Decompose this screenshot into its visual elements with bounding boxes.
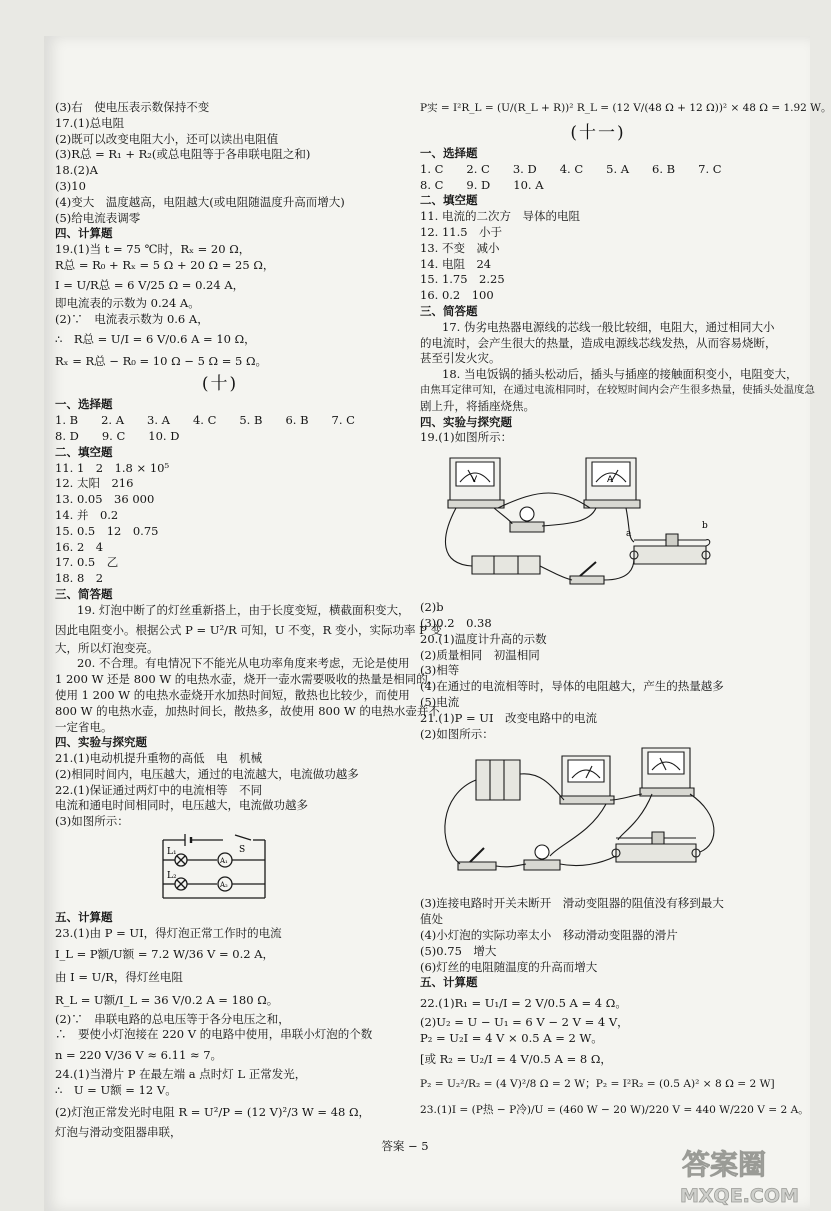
section-heading-calc-2: 五、计算题 xyxy=(55,910,113,925)
calc-line: 由 I = U/R，得灯丝电阻 xyxy=(55,969,183,984)
section-heading-calc: 五、计算题 xyxy=(420,975,478,990)
series-circuit-diagram xyxy=(55,832,385,908)
line: 即电流表的示数为 0.24 A。 xyxy=(55,295,200,310)
fill-answer: 12. 太阳 216 xyxy=(55,476,134,491)
physical-circuit-diagram-1 xyxy=(420,448,776,598)
short-answer-19: 19. 灯泡中断了的灯丝重新搭上，由于长度变短，横截面积变大， xyxy=(77,602,410,617)
short-answer-18: 18. 当电饭锅的插头松动后，插头与插座的接触面积变小，电阻变大， xyxy=(442,367,798,382)
exp-answer: (3)相等 xyxy=(420,663,460,678)
choice-answers: 1. B 2. A 3. A 4. C 5. B 6. B 7. C xyxy=(55,413,355,428)
label-s: S xyxy=(239,845,246,856)
line: (2)∵ 电流表示数为 0.6 A， xyxy=(55,311,209,326)
line: Rₓ = R总 − R₀ = 10 Ω − 5 Ω = 5 Ω。 xyxy=(55,354,268,369)
calc-line: [或 R₂ = U₂/I = 4 V/0.5 A = 8 Ω， xyxy=(420,1051,612,1066)
fill-answer: 13. 0.05 36 000 xyxy=(55,492,155,507)
calc-line: (2)灯泡正常发光时电阻 R = U²/P = (12 V)²/3 W = 48 Ω， xyxy=(55,1104,371,1119)
fill-answer: 16. 2 4 xyxy=(55,539,104,554)
section-heading-experiment: 四、实验与探究题 xyxy=(55,735,147,750)
line: 17.(1)总电阻 xyxy=(55,115,125,130)
watermark-line-2: MXQE.COM xyxy=(680,1185,799,1207)
line: I = U/R总 = 6 V/25 Ω = 0.24 A， xyxy=(55,277,245,292)
section-heading-calc: 四、计算题 xyxy=(55,226,113,241)
calc-line: 24.(1)当滑片 P 在最左端 a 点时灯 L 正常发光， xyxy=(55,1067,307,1082)
fill-answer: 16. 0.2 100 xyxy=(420,288,494,303)
short-answer-20: 使用 1 200 W 的电热水壶烧开水加热时间短，散热也比较少，而使用 xyxy=(55,687,410,702)
calc-line: I_L = P额/U额 = 7.2 W/36 V = 0.2 A， xyxy=(55,946,275,961)
calc-line: (2)U₂ = U − U₁ = 6 V − 2 V = 4 V， xyxy=(420,1015,629,1030)
line: (3)右 使电压表示数保持不变 xyxy=(55,100,210,114)
top-formula: P实 = I²R_L = (U/(R_L + R))² R_L = (12 V/(48 Ω + 12 Ω))² × 48 Ω = 1.92 W。 xyxy=(420,102,831,114)
page-number: 答案 − 5 xyxy=(381,1139,429,1153)
exp-answer: (6)灯丝的电阻随温度的升高而增大 xyxy=(420,959,598,974)
part-title-11: (十一) xyxy=(570,123,626,143)
exp-answer: (3)连接电路时开关未断开 滑动变阻器的阻值没有移到最大 xyxy=(420,896,724,911)
exp-answer: 22.(1)保证通过两灯中的电流相等 不同 xyxy=(55,782,263,797)
fill-answer: 17. 0.5 乙 xyxy=(55,555,119,570)
exp-answer: (4)小灯泡的实际功率太小 移动滑动变阻器的滑片 xyxy=(420,927,678,942)
exp-answer: (5)0.75 增大 xyxy=(420,943,497,958)
exp-answer: (2)相同时间内，电压越大，通过的电流越大，电流做功越多 xyxy=(55,766,359,781)
section-heading-choice: 一、选择题 xyxy=(420,146,478,160)
section-heading-experiment: 四、实验与探究题 xyxy=(420,414,512,429)
exp-answer: 21.(1)电动机提升重物的高低 电 机械 xyxy=(55,751,263,766)
short-answer-17: 17. 伪劣电热器电源线的芯线一般比较细，电阻大，通过相同大小 xyxy=(442,319,775,334)
exp-answer: 电流和通电时间相同时，电压越大，电流做功越多 xyxy=(55,798,308,813)
fill-answer: 15. 0.5 12 0.75 xyxy=(55,523,159,538)
right-column xyxy=(420,96,831,1123)
meter-v-label: V xyxy=(471,475,478,486)
fill-answer: 15. 1.75 2.25 xyxy=(420,272,505,287)
calc-line: P₂ = U₂I = 4 V × 0.5 A = 2 W。 xyxy=(420,1030,603,1045)
calc-line: n = 220 V/36 V ≈ 6.11 ≈ 7。 xyxy=(55,1048,223,1063)
fill-answer: 11. 电流的二次方 导体的电阻 xyxy=(420,209,580,224)
choice-answers: 8. C 9. D 10. A xyxy=(420,177,544,192)
line: (3)R总 = R₁ + R₂(或总电阻等于各串联电阻之和) xyxy=(55,147,311,162)
short-answer-18: 剧上升，将插座烧焦。 xyxy=(420,398,535,413)
choice-answers: 8. D 9. C 10. D xyxy=(55,428,180,443)
short-answer-20: 20. 不合理。有电情况下不能光从电功率角度来考虑，无论是使用 xyxy=(77,656,410,671)
watermark-line-1: 答案圈 xyxy=(682,1148,767,1181)
section-heading-short: 三、简答题 xyxy=(420,303,478,318)
exp-answer: (2)如图所示： xyxy=(420,726,494,741)
exp-answer: 20.(1)温度计升高的示数 xyxy=(420,631,547,646)
calc-line: ∴ 要使小灯泡接在 220 V 的电路中使用，串联小灯泡的个数 xyxy=(55,1027,373,1042)
calc-line: (2)∵ 串联电路的总电压等于各分电压之和， xyxy=(55,1011,290,1026)
site-watermark-logo xyxy=(676,1140,806,1208)
fill-answer: 18. 8 2 xyxy=(55,571,104,586)
calc-line: 灯泡与滑动变阻器串联， xyxy=(55,1124,182,1139)
short-answer-17: 甚至引发火灾。 xyxy=(420,351,501,366)
exp-answer: 19.(1)如图所示： xyxy=(420,430,513,445)
calc-line: ∴ U = U额 = 12 V。 xyxy=(55,1083,177,1098)
fill-answer: 14. 电阻 24 xyxy=(420,256,492,271)
label-a2: A₂ xyxy=(220,881,228,890)
line: (4)变大 温度越高，电阻越大(或电阻随温度升高而增大) xyxy=(55,194,345,209)
section-heading-fill: 二、填空题 xyxy=(420,193,478,208)
exp-answer: (2)b xyxy=(420,600,444,615)
meter-a-label: A xyxy=(607,475,614,486)
calc-line: 23.(1)由 P = UI，得灯泡正常工作时的电流 xyxy=(55,925,282,940)
calc-line: 22.(1)R₁ = U₁/I = 2 V/0.5 A = 4 Ω。 xyxy=(420,996,627,1011)
rheostat-b-label: b xyxy=(702,521,708,532)
calc-line: R_L = U额/I_L = 36 V/0.2 A = 180 Ω。 xyxy=(55,992,279,1007)
exp-answer: (5)电流 xyxy=(420,694,460,709)
short-answer-20: 800 W 的电热水壶，加热时间长，散热多，故使用 800 W 的电热水壶并不 xyxy=(55,703,440,718)
exp-answer: (2)质量相同 初温相同 xyxy=(420,647,540,662)
line: 19.(1)当 t = 75 ℃时，Rₓ = 20 Ω， xyxy=(55,242,251,257)
exp-answer: 21.(1)P = UI 改变电路中的电流 xyxy=(420,710,597,725)
rheostat-a-label: a xyxy=(626,529,632,540)
short-answer-18: 由焦耳定律可知，在通过电流相同时，在较短时间内会产生很多热量，使插头处温度急 xyxy=(420,383,815,396)
fill-answer: 12. 11.5 小于 xyxy=(420,224,503,239)
label-a1: A₁ xyxy=(220,857,228,866)
exp-answer: 值处 xyxy=(420,912,443,927)
line: ∴ R总 = U/I = 6 V/0.6 A = 10 Ω， xyxy=(55,332,256,347)
short-answer-19: 大，所以灯泡变亮。 xyxy=(55,640,159,655)
fill-answer: 11. 1 2 1.8 × 10⁵ xyxy=(55,460,170,475)
short-answer-20: 1 200 W 还是 800 W 的电热水壶，烧开一壶水需要吸收的热量是相同的， xyxy=(55,672,440,687)
fill-answer: 13. 不变 减小 xyxy=(420,240,500,255)
part-title-10: (十) xyxy=(201,374,239,395)
fill-answer: 14. 并 0.2 xyxy=(55,507,119,522)
physical-circuit-diagram-2 xyxy=(420,744,776,894)
line: (3)10 xyxy=(55,178,86,193)
section-heading-short: 三、简答题 xyxy=(55,586,113,601)
exp-answer: (4)在通过的电流相等时，导体的电阻越大，产生的热量越多 xyxy=(420,679,724,694)
calc-line: 23.(1)I = (P热 − P冷)/U = (460 W − 20 W)/220 V = 440 W/220 V = 2 A。 xyxy=(420,1103,809,1116)
choice-answers: 1. C 2. C 3. D 4. C 5. A 6. B 7. C xyxy=(420,161,722,176)
label-l2: L₂ xyxy=(167,871,177,882)
exp-answer: (3)0.2 0.38 xyxy=(420,615,492,630)
short-answer-20: 一定省电。 xyxy=(55,719,113,734)
short-answer-19: 因此电阻变小。根据公式 P = U²/R 可知，U 不变，R 变小，实际功率 P 变 xyxy=(55,622,443,637)
section-heading-fill: 二、填空题 xyxy=(55,444,113,459)
line: (5)给电流表调零 xyxy=(55,210,141,225)
line: (2)既可以改变电阻大小，还可以读出电阻值 xyxy=(55,131,279,146)
calc-line: P₂ = U₂²/R₂ = (4 V)²/8 Ω = 2 W；P₂ = I²R₂ = (0.5 A)² × 8 Ω = 2 W] xyxy=(420,1077,775,1090)
line: 18.(2)A xyxy=(55,163,98,178)
line: R总 = R₀ + Rₓ = 5 Ω + 20 Ω = 25 Ω， xyxy=(55,257,275,272)
label-l1: L₁ xyxy=(167,847,177,858)
section-heading-choice: 一、选择题 xyxy=(55,397,113,412)
exp-answer: (3)如图所示： xyxy=(55,814,129,829)
short-answer-17: 的电流时，会产生很大的热量，造成电源线芯线发热，从而容易烧断， xyxy=(420,335,777,350)
